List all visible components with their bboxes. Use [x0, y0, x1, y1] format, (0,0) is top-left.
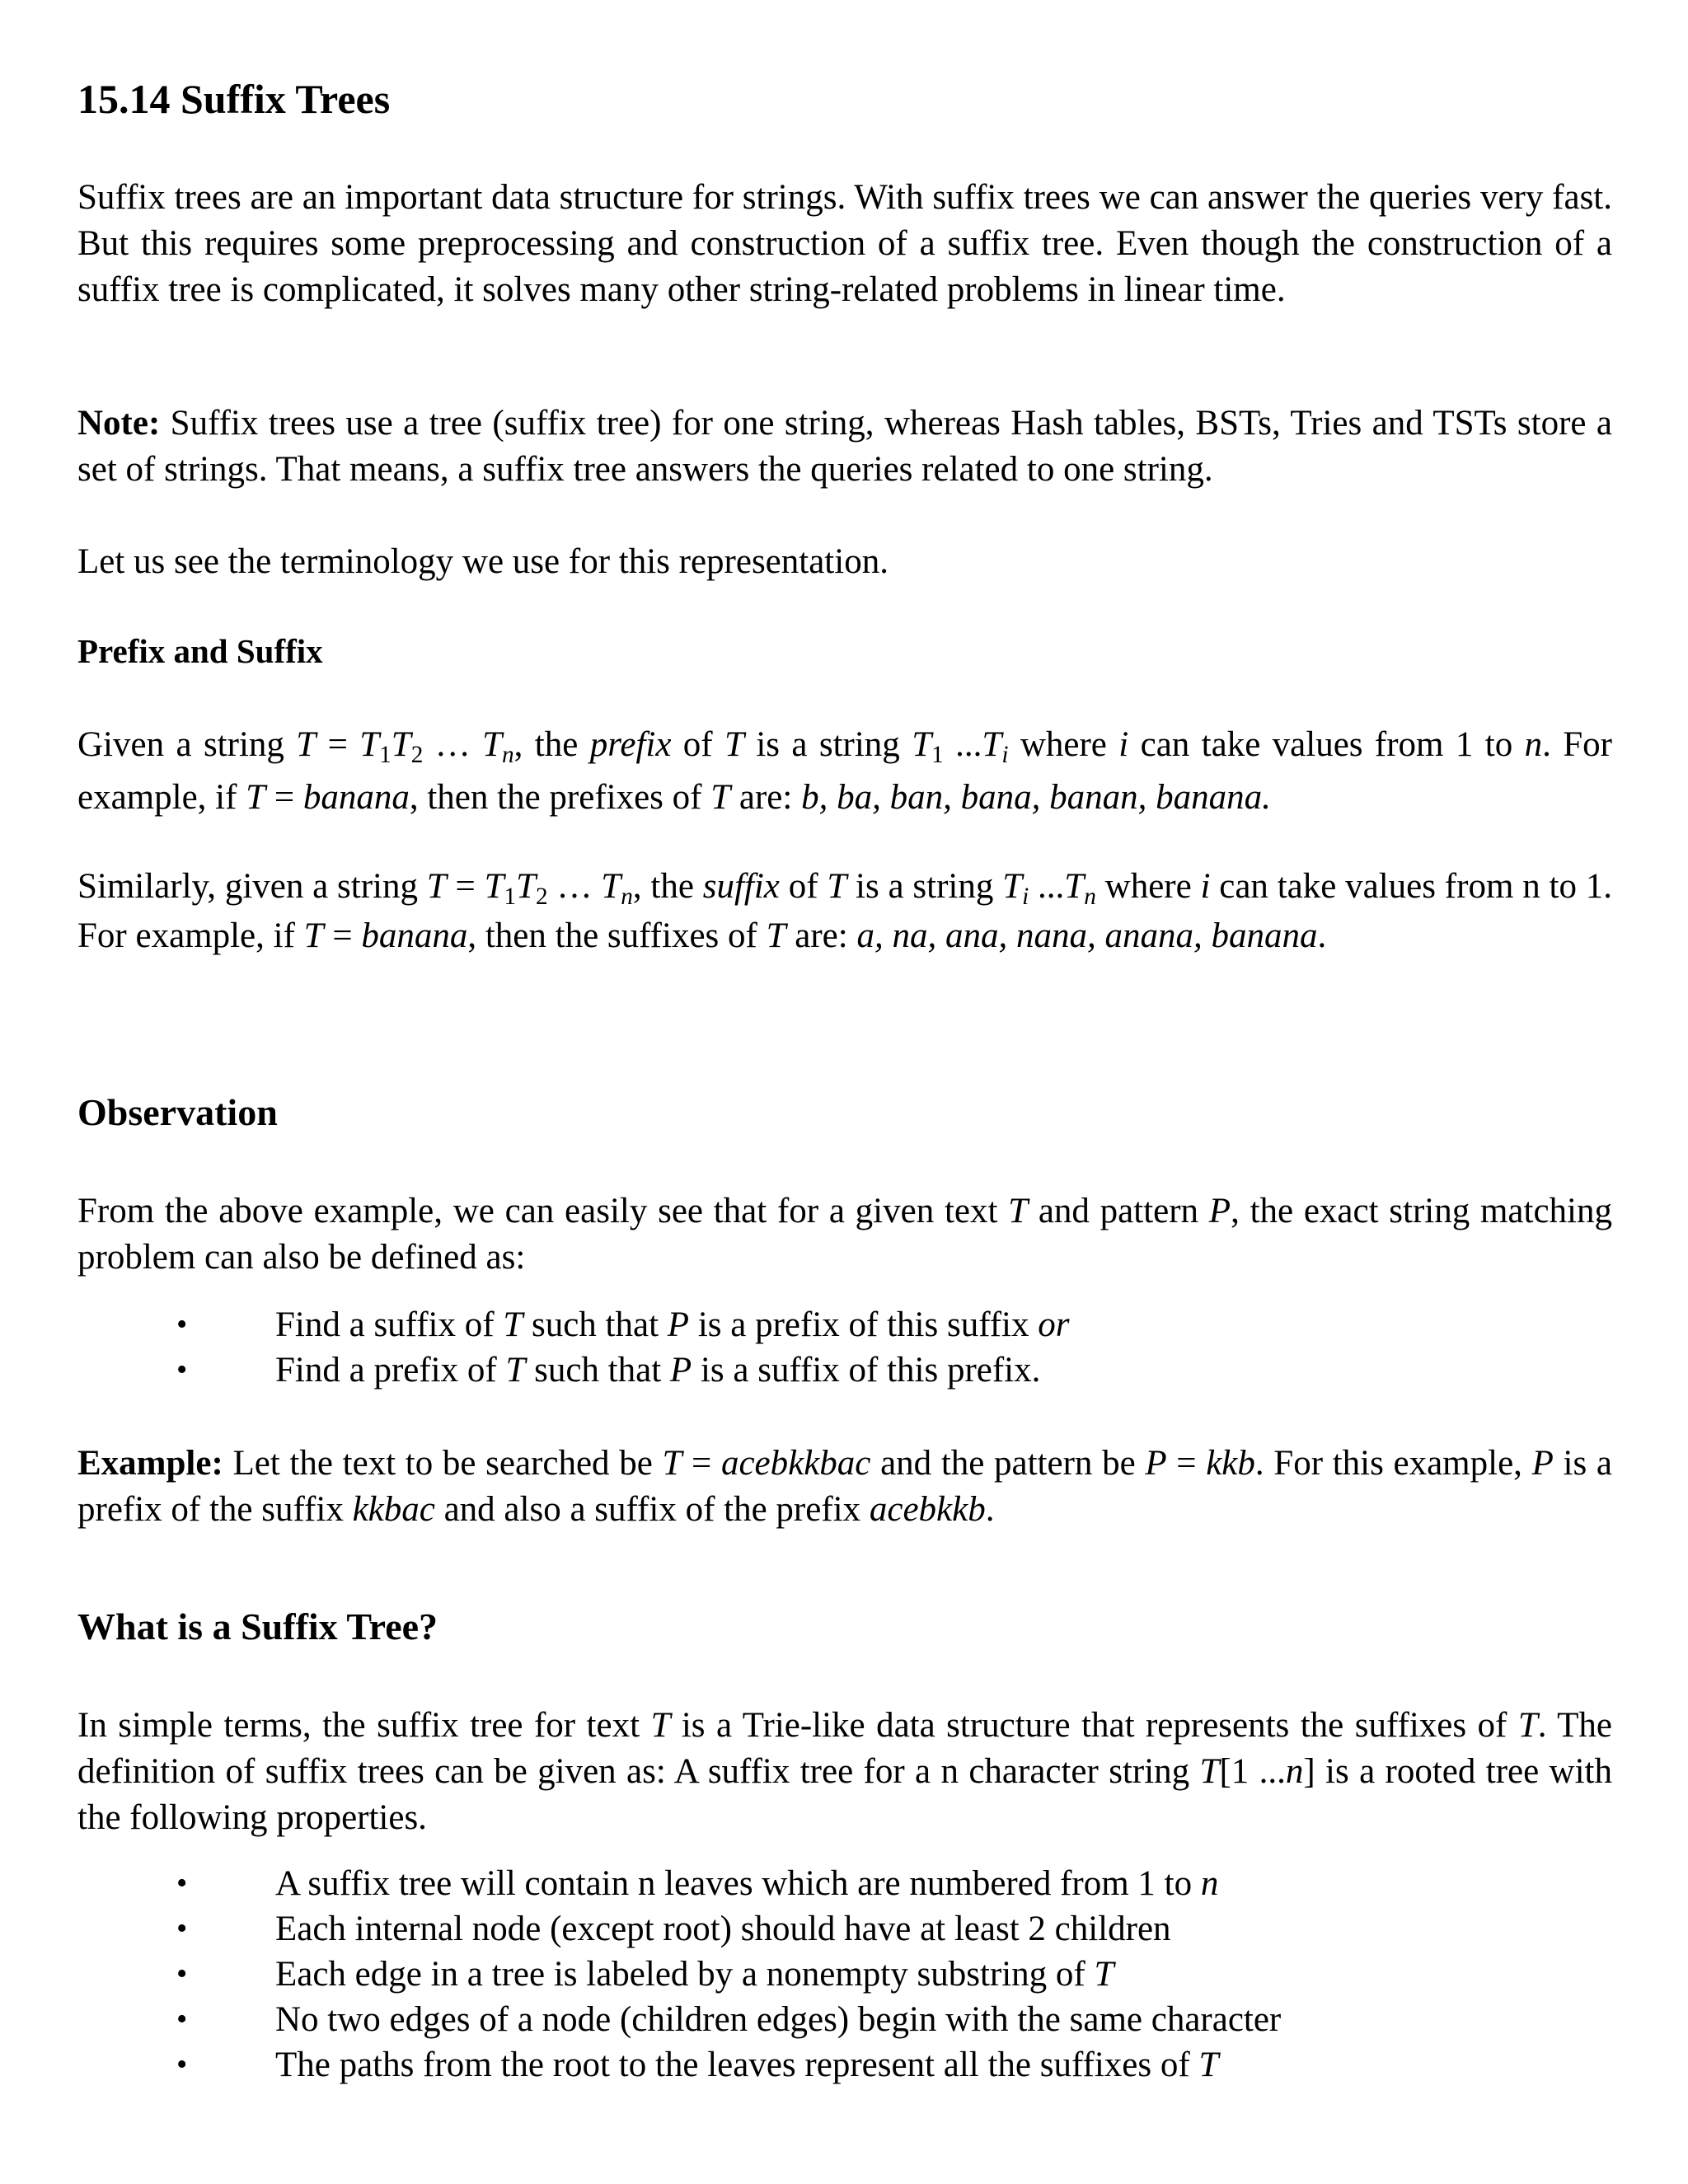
math-var: i	[1118, 725, 1129, 764]
subscript: 2	[536, 883, 548, 911]
math-var: T	[1199, 1752, 1220, 1791]
text-run: [1 ...	[1219, 1752, 1286, 1791]
text-run: No two edges of a node (children edges) begin with the same character	[275, 2000, 1282, 2039]
subscript: 1	[504, 883, 517, 911]
text-run: =	[265, 778, 303, 817]
suffix-list: a, na, ana, nana, anana, banana	[856, 916, 1318, 955]
terminology-intro: Let us see the terminology we use for this representation.	[77, 542, 889, 581]
list-item	[77, 1997, 1612, 2042]
example-paragraph	[77, 1441, 1612, 1533]
math-var: T	[1002, 867, 1023, 906]
note-paragraph	[77, 401, 1612, 493]
math-var: P	[1145, 1444, 1167, 1483]
text-run: The paths from the root to the leaves represent all the suffixes of	[275, 2046, 1199, 2084]
subscript: 2	[410, 742, 424, 769]
text-run: is a prefix of the suffix	[77, 1444, 1612, 1529]
text-run: Find a suffix of	[275, 1305, 504, 1344]
text-run: and also a suffix of the prefix	[434, 1490, 870, 1529]
text-run: or	[1038, 1305, 1070, 1344]
prefix-suffix-heading: Prefix and Suffix	[77, 632, 323, 670]
example-label: Example:	[77, 1444, 223, 1483]
text-run: are:	[730, 778, 802, 817]
list-item	[77, 2042, 1612, 2088]
math-var: T	[303, 916, 324, 955]
text-run: is a string	[743, 725, 912, 764]
text-run: , the	[513, 725, 590, 764]
text-run: =	[316, 725, 360, 764]
list-item	[77, 1952, 1612, 1997]
text-run: .	[985, 1490, 995, 1529]
list-item	[77, 1906, 1612, 1952]
text-run: , the	[632, 867, 703, 906]
note-label: Note:	[77, 404, 161, 443]
math-var: T	[827, 867, 847, 906]
intro-paragraph: Suffix trees are an important data structure for strings. With suffix trees we can answer the queries very fast. But this requires some preprocessing and construction of a suffix tree. Even though the construction of a suffix tree is complicated, it solves many other string-related problems in linear time.	[77, 178, 1612, 309]
text-run: , then the suffixes of	[467, 916, 767, 955]
example-word: banana	[361, 916, 468, 955]
note-text: Suffix trees use a tree (suffix tree) for one string, whereas Hash tables, BSTs, Tries and TSTs store a set of strings. That means, a suffix tree answers the queries related to one string.	[77, 404, 1612, 489]
text-run: where	[1095, 867, 1201, 906]
prefix-list: b, ba, ban, bana, banan, banana.	[801, 778, 1271, 817]
prefix-paragraph	[77, 719, 1612, 824]
example-suffix: kkbac	[352, 1490, 435, 1529]
definition-paragraph	[77, 1703, 1612, 1841]
text-run: =	[682, 1444, 721, 1483]
math-var: T	[650, 1706, 671, 1745]
math-var: T	[1517, 1706, 1538, 1745]
subscript: 1	[379, 742, 392, 769]
text-run: Given a string	[77, 725, 297, 764]
math-var: P	[667, 1305, 690, 1344]
math-var: P	[669, 1351, 692, 1390]
subscript: i	[1001, 742, 1009, 769]
text-run: is a suffix of this prefix.	[692, 1351, 1041, 1390]
text-run: ] is a rooted tree with the following properties.	[77, 1752, 1612, 1837]
math-var: T	[912, 725, 932, 764]
suffix-paragraph	[77, 862, 1612, 961]
math-var: i	[1200, 867, 1211, 906]
text-run: From the above example, we can easily see that for a given text	[77, 1192, 1009, 1230]
subscript: i	[1022, 883, 1029, 911]
text-run: is a Trie-like data structure that represents the suffixes of	[670, 1706, 1518, 1745]
text-run: , then the prefixes of	[409, 778, 711, 817]
math-var: T	[1008, 1192, 1029, 1230]
list-item	[77, 1302, 1612, 1347]
observation-heading: Observation	[77, 1091, 278, 1133]
text-run: can take values from n to 1. For example, if	[77, 867, 1612, 955]
list-item	[77, 1861, 1612, 1906]
observation-paragraph	[77, 1188, 1612, 1281]
math-var: T	[505, 1351, 526, 1390]
text-run: Similarly, given a string	[77, 867, 427, 906]
text-run: and the pattern be	[870, 1444, 1146, 1483]
text-run: ...	[943, 725, 982, 764]
text-run: …	[547, 867, 602, 906]
subscript: n	[1084, 883, 1096, 911]
text-run: of	[671, 725, 725, 764]
math-var: T	[426, 867, 447, 906]
math-var: T	[1064, 867, 1085, 906]
text-run: =	[1166, 1444, 1207, 1483]
list-item	[77, 1347, 1612, 1393]
text-run: and pattern	[1028, 1192, 1209, 1230]
text-run: Each internal node (except root) should have at least 2 children	[275, 1910, 1171, 1948]
math-var: T	[484, 867, 504, 906]
text-run: A suffix tree will contain n leaves which are numbered from 1 to	[275, 1864, 1201, 1903]
example-prefix: acebkkb	[869, 1490, 986, 1529]
text-run: In simple terms, the suffix tree for text	[77, 1706, 651, 1745]
subscript: n	[502, 742, 514, 769]
math-var: T	[482, 725, 503, 764]
math-var: T	[1198, 2046, 1219, 2084]
math-var: P	[1531, 1444, 1554, 1483]
text-run: can take values from 1 to	[1128, 725, 1525, 764]
observation-list	[77, 1302, 1612, 1393]
math-var: T	[724, 725, 744, 764]
text-run: such that	[523, 1305, 668, 1344]
text-run: =	[323, 916, 362, 955]
text-run: . For this example,	[1254, 1444, 1532, 1483]
text-run: …	[423, 725, 483, 764]
text-run: ...	[1029, 867, 1065, 906]
text-run: are:	[785, 916, 857, 955]
text-run: Each edge in a tree is labeled by a nonempty substring of	[275, 1955, 1095, 1994]
math-var: T	[662, 1444, 682, 1483]
term-suffix: suffix	[702, 867, 780, 906]
term-prefix: prefix	[589, 725, 672, 764]
math-var: T	[1094, 1955, 1114, 1994]
text-run: where	[1008, 725, 1119, 764]
math-var: T	[391, 725, 411, 764]
math-var: T	[503, 1305, 523, 1344]
math-var: T	[359, 725, 380, 764]
math-var: n	[1200, 1864, 1219, 1903]
math-var: T	[246, 778, 266, 817]
text-run: of	[779, 867, 828, 906]
text-run: . For example, if	[77, 725, 1612, 817]
math-var: T	[601, 867, 621, 906]
text-run: is a prefix of this suffix	[689, 1305, 1039, 1344]
text-run: . The definition of suffix trees can be given as: A suffix tree for a n character string	[77, 1706, 1613, 1791]
math-var: n	[1285, 1752, 1304, 1791]
text-run: such that	[525, 1351, 670, 1390]
math-var: T	[710, 778, 731, 817]
text-run: is a string	[846, 867, 1003, 906]
text-run: Find a prefix of	[275, 1351, 506, 1390]
math-var: T	[982, 725, 1002, 764]
text-run: , the exact string matching problem can also be defined as:	[77, 1192, 1612, 1277]
math-var: P	[1208, 1192, 1231, 1230]
text-run: Let the text to be searched be	[223, 1444, 663, 1483]
properties-list	[77, 1861, 1612, 2088]
example-word: banana	[302, 778, 410, 817]
example-pattern: kkb	[1206, 1444, 1255, 1483]
math-var: T	[766, 916, 786, 955]
example-text: acebkkbac	[720, 1444, 871, 1483]
section-title: 15.14 Suffix Trees	[77, 76, 391, 122]
subscript: 1	[931, 742, 944, 769]
text-run: .	[1317, 916, 1327, 955]
text-run: =	[446, 867, 485, 906]
math-var: n	[1524, 725, 1543, 764]
math-var: T	[516, 867, 537, 906]
subscript: n	[621, 883, 633, 911]
what-is-heading: What is a Suffix Tree?	[77, 1605, 438, 1647]
math-var: T	[296, 725, 316, 764]
